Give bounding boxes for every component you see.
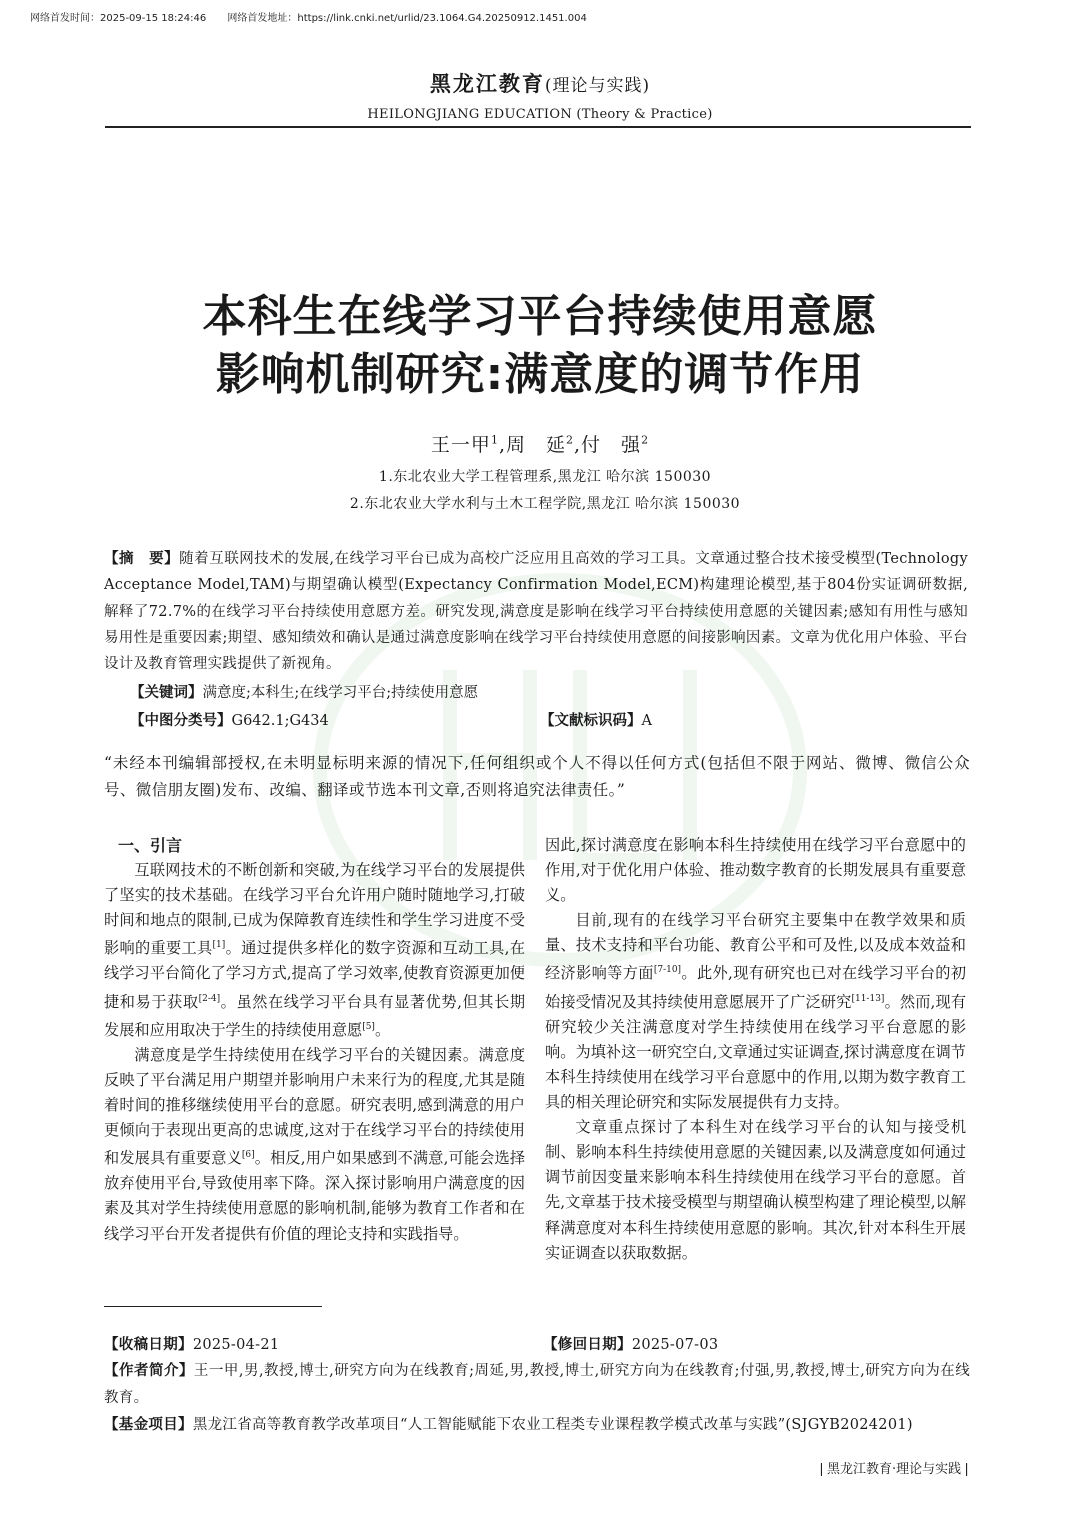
citation: [5]: [362, 1021, 375, 1032]
document-code: [540, 709, 652, 730]
running-footer: [816, 1458, 972, 1477]
online-publish-time: 网络首发时间：2025-09-15 18:24:46: [30, 13, 207, 24]
keywords-label: 【关键词】: [130, 685, 203, 701]
copyright-notice: “未经本刊编辑部授权,在未明显标明来源的情况下,任何组织或个人不得以任何方式(包括但不限于网站、微博、微信公众号、微信朋友圈)发布、改编、翻译或节选本刊文章,否则将追究法律责任。”: [104, 754, 970, 799]
received-date: [104, 1332, 279, 1359]
footer-bar-icon: ❘: [961, 1462, 972, 1477]
citation: [6]: [241, 1150, 255, 1161]
abstract: [104, 546, 968, 677]
funding: [104, 1412, 974, 1439]
abstract-text: 随着互联网技术的发展,在线学习平台已成为高校广泛应用且高效的学习工具。文章通过整合技术接受模型(Technology Acceptance Model,TAM)与期望确认模型(Expectancy Confirmation Model,ECM)构建理论模型,基于804份实证调研数据,解释了72.7%的在线学习平台持续使用意愿方差。研究发现,满意度是影响在线学习平台持续使用意愿的关键因素;感知有用性与感知易用性是重要因素;期望、感知绩效和确认是通过满意度影响在线学习平台持续使用意愿的间接影响因素。文章为优化用户体验、平台设计及教育管理实践提供了新视角。: [104, 551, 968, 673]
affiliation-2: 2.东北农业大学水利与土木工程学院,黑龙江 哈尔滨 150030: [349, 496, 741, 512]
author-bio-text: 王一甲,男,教授,博士,研究方向为在线教育;周延,男,教授,博士,研究方向为在线教育;付强,男,教授,博士,研究方向为在线教育。: [104, 1363, 970, 1406]
paragraph: [104, 1043, 525, 1247]
author-bio: [104, 1358, 970, 1412]
author-affiliation-mark: 2: [566, 433, 574, 447]
paragraph-text: 目前,现有的在线学习平台研究主要集中在教学效果和质量、技术支持和平台功能、教育公平和可及性,以及成本效益和经济影响等方面: [545, 911, 966, 983]
paragraph-text: 。此外,现有研究也已对在线学习平台的初始接受情况及其持续使用意愿展开了广泛研究: [545, 964, 967, 1011]
clc-number: [130, 709, 329, 730]
paragraph: [545, 908, 966, 1115]
journal-name-en: HEILONGJIANG EDUCATION (Theory & Practice): [367, 107, 713, 122]
journal-name-cn: [0, 68, 1080, 98]
author-name: 付 强: [581, 434, 642, 456]
affiliation-1: 1.东北农业大学工程管理系,黑龙江 哈尔滨 150030: [378, 469, 712, 485]
paragraph-text: 互联网技术的不断创新和突破,为在线学习平台的发展提供了坚实的技术基础。在线学习平台允许用户随时随地学习,打破时间和地点的限制,已成为保障教育连续性和学生学习进度不受影响的重要工具: [104, 861, 525, 958]
body-right-column: [545, 833, 966, 1266]
citation: [1]: [212, 940, 226, 951]
citation: [11-13]: [851, 993, 885, 1004]
section-heading: 一、引言: [118, 836, 183, 855]
keywords: [130, 681, 970, 702]
author-bio-label: 【作者简介】: [104, 1363, 194, 1379]
funding-label: 【基金项目】: [104, 1417, 193, 1433]
body-left-column: [104, 833, 525, 1247]
author-affiliation-mark: 1: [490, 433, 499, 447]
article-title-line-1: 本科生在线学习平台持续使用意愿: [202, 291, 878, 342]
paragraph: 文章重点探讨了本科生对在线学习平台的认知与接受机制、影响本科生持续使用意愿的关键因素,以及满意度如何通过调节前因变量来影响本科生持续使用在线学习平台的意愿。首先,文章基于技术接受模型与期望确认模型构建了理论模型,以解释满意度对本科生持续使用意愿的影响。其次,针对本科生开展实证调查以获取数据。: [545, 1118, 966, 1262]
journal-subtitle-cn: (理论与实践): [544, 76, 651, 96]
keywords-text: 满意度;本科生;在线学习平台;持续使用意愿: [202, 685, 479, 701]
paragraph-text: 。: [374, 1020, 391, 1039]
paragraph-text: 。相反,用户如果感到不满意,可能会选择放弃使用平台,导致使用率下降。深入探讨影响用户满意度的因素及其对学生持续使用意愿的影响机制,能够为教育工作者和在线学习平台开发者提供有价值的理论支持和实践指导。: [104, 1149, 526, 1243]
footer-bar-icon: ❘: [816, 1462, 827, 1477]
author-separator: ,: [574, 434, 582, 456]
funding-text: 黑龙江省高等教育教学改革项目“人工智能赋能下农业工程类专业课程教学模式改革与实践”(SJGYB2024201): [192, 1417, 913, 1433]
clc-label: 【中图分类号】: [130, 713, 232, 729]
citation: [7-10]: [653, 965, 682, 976]
footer-title: 黑龙江教育·理论与实践: [826, 1462, 962, 1477]
footnote-rule: [104, 1306, 322, 1307]
document-code-label: 【文献标识码】: [540, 713, 642, 729]
document-code-value: A: [641, 713, 652, 729]
header-rule: [105, 126, 971, 128]
abstract-label: 【摘 要】: [104, 551, 180, 567]
revised-value: 2025-07-03: [631, 1337, 719, 1353]
citation: [2-4]: [198, 993, 221, 1004]
revised-date: [543, 1332, 718, 1359]
journal-title-cn: 黑龙江教育: [429, 71, 545, 96]
article-title-line-2: 影响机制研究:满意度的调节作用: [215, 349, 865, 400]
author-affiliation-mark: 2: [641, 433, 650, 447]
online-publish-info: [30, 9, 587, 24]
paragraph-text: 。然而,现有研究较少关注满意度对学生持续使用在线学习平台意愿的影响。为填补这一研究空白,文章通过实证调查,探讨满意度在调节本科生持续使用在线学习平台意愿中的作用,以期为数字教育工具的相关理论研究和实际发展提供有力支持。: [545, 992, 967, 1112]
paragraph-text: 。虽然在线学习平台具有显著优势,但其长期发展和应用取决于学生的持续使用意愿: [104, 992, 526, 1039]
received-value: 2025-04-21: [192, 1337, 280, 1353]
paragraph: [104, 858, 525, 1043]
paragraph-text: 。通过提供多样化的数字资源和互动工具,在线学习平台简化了学习方式,提高了学习效率,使教育资源更加便捷和易于获取: [104, 939, 526, 1011]
received-label: 【收稿日期】: [104, 1337, 193, 1353]
paragraph: 因此,探讨满意度在影响本科生持续使用在线学习平台意愿中的作用,对于优化用户体验、推动数字教育的长期发展具有重要意义。: [545, 836, 966, 905]
online-publish-url[interactable]: 网络首发地址：https://link.cnki.net/urlid/23.1064.G4.20250912.1451.004: [227, 13, 587, 24]
author-list: [0, 430, 1080, 457]
author-name: 周 延: [505, 434, 566, 456]
clc-value: G642.1;G434: [231, 713, 329, 729]
author-separator: ,: [498, 434, 506, 456]
paragraph-text: 满意度是学生持续使用在线学习平台的关键因素。满意度反映了平台满足用户期望并影响用户未来行为的程度,尤其是随着时间的推移继续使用平台的意愿。研究表明,感到满意的用户更倾向于表现出更高的忠诚度,这对于在线学习平台的持续使用和发展具有重要意义: [104, 1045, 525, 1168]
author-name: 王一甲: [430, 434, 491, 456]
revised-label: 【修回日期】: [543, 1337, 632, 1353]
